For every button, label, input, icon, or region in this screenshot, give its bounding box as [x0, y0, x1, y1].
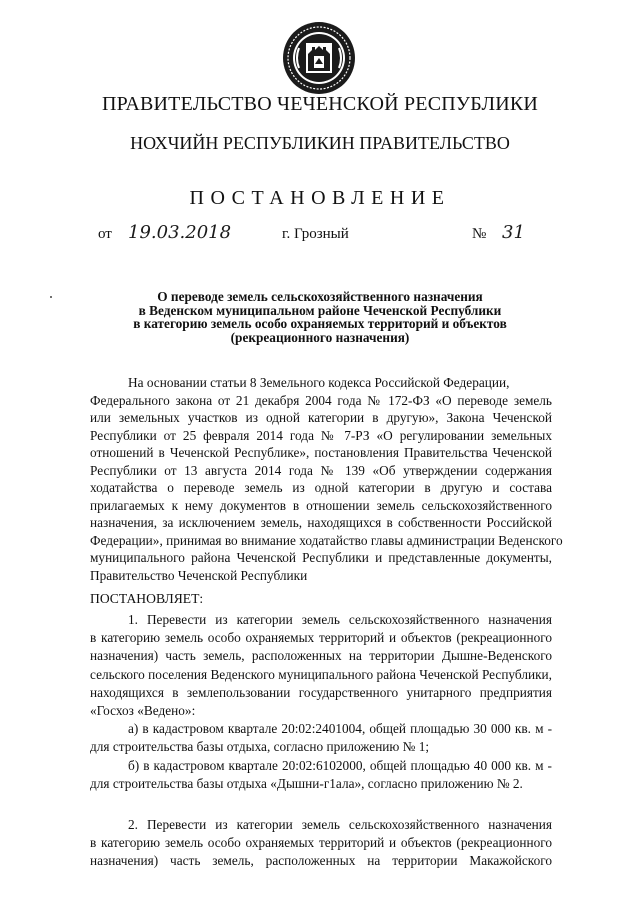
number-value-handwritten: 31: [502, 222, 525, 243]
text-line: ходатайства о переводе земель из одной категории в другую и состава: [90, 480, 552, 495]
text-line: 1. Перевести из категории земель сельскохозяйственного назначения: [128, 612, 552, 627]
text-line: отношений в Чеченской Республике», постановления Правительства Чеченской: [90, 445, 552, 460]
text-line: На основании статьи 8 Земельного кодекса Российской Федерации,: [128, 375, 510, 390]
basis-paragraph: [90, 374, 563, 584]
text-line: прилагаемых к нему документов в отношении земель сельскохозяйственного: [90, 497, 552, 513]
title-line: в Веденском муниципальном районе Чеченской Республики: [138, 302, 502, 318]
document-title: [60, 290, 580, 344]
text-line: или земельных участков из одной категории в другую», Закона Чеченской: [90, 410, 552, 425]
text-line: назначения, за исключением земель, находящихся в собственности Российской: [90, 515, 552, 530]
government-name-ce: НОХЧИЙН РЕСПУБЛИКИН ПРАВИТЕЛЬСТВО: [130, 133, 510, 153]
text-line: назначения) часть земель, расположенных на территории Дышне-Веденского: [90, 648, 552, 664]
text-line: для строительства базы отдыха «Дышни-г1ала», согласно приложению № 2.: [90, 775, 523, 791]
text-line: Республики от 25 февраля 2014 года № 7-РЗ «О регулировании земельных: [90, 427, 552, 443]
text-line: в категорию земель особо охраняемых территорий и объектов (рекреационного: [90, 630, 552, 646]
title-line: в категорию земель особо охраняемых территорий и объектов: [133, 316, 507, 332]
text-line: Республики от 13 августа 2014 года № 139 «Об утверждении содержания: [90, 462, 552, 478]
text-line: Правительство Чеченской Республики: [90, 567, 308, 583]
text-line: «Госхоз «Ведено»:: [90, 702, 196, 718]
number-label: №: [472, 226, 487, 242]
text-line: назначения) часть земель, расположенных на территории Макажойского: [90, 853, 552, 869]
text-line: б) в кадастровом квартале 20:02:6102000, общей площадью 40 000 кв. м -: [128, 757, 552, 773]
scan-dot: [50, 296, 52, 298]
item-1-paragraph: [90, 611, 552, 793]
text-line: сельского поселения Веденского муниципального района Чеченской Республики,: [90, 666, 552, 682]
text-line: муниципального района Чеченской Республики и представленные документы,: [90, 550, 552, 565]
title-line: О переводе земель сельскохозяйственного назначения: [157, 289, 483, 304]
title-line: (рекреационного назначения): [230, 329, 410, 345]
text-line: Федерального закона от 21 декабря 2004 года № 172-ФЗ «О переводе земель: [90, 392, 552, 408]
city: г. Грозный: [282, 226, 349, 242]
decree-word: ПОСТАНОВЛЯЕТ:: [90, 591, 204, 606]
document-type: ПОСТАНОВЛЕНИЕ: [189, 187, 451, 209]
text-line: 2. Перевести из категории земель сельскохозяйственного назначения: [128, 817, 552, 832]
government-name-ru: ПРАВИТЕЛЬСТВО ЧЕЧЕНСКОЙ РЕСПУБЛИКИ: [101, 93, 539, 115]
text-line: находящихся в землепользовании государственного унитарного предприятия: [90, 684, 552, 700]
text-line: для строительства базы отдыха, согласно приложению № 1;: [90, 739, 430, 755]
text-line: а) в кадастровом квартале 20:02:2401004, общей площадью 30 000 кв. м -: [128, 721, 552, 737]
date-label: от: [98, 226, 112, 242]
date-value-handwritten: 19.03.2018: [128, 222, 232, 243]
item-2-paragraph: [90, 816, 552, 871]
text-line: Федерации», принимая во внимание ходатайство главы администрации Веденского: [90, 532, 563, 548]
coat-of-arms-icon: [281, 20, 357, 96]
text-line: в категорию земель особо охраняемых территорий и объектов (рекреационного: [90, 835, 552, 851]
